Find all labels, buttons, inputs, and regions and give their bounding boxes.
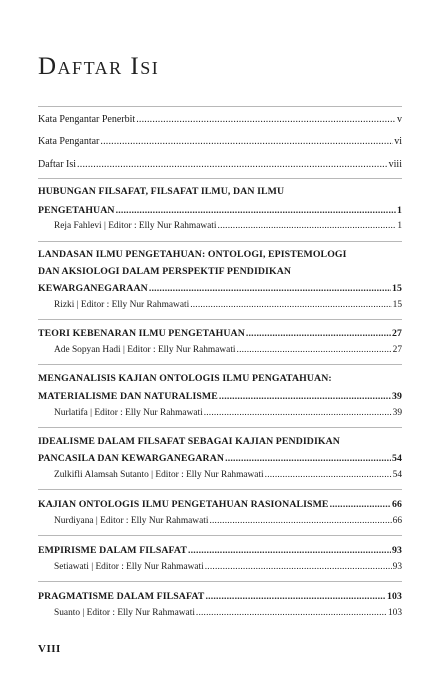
toc-entry-label: Kata Pengantar	[38, 136, 100, 147]
dot-leader	[149, 283, 391, 295]
author-page: 15	[392, 300, 402, 310]
chapter-title-line: LANDASAN ILMU PENGETAHUAN: ONTOLOGI, EPISTEMOLOGI	[38, 249, 347, 260]
chapter-title-line: PRAGMATISME DALAM FILSAFAT	[38, 591, 205, 602]
chapter-page: 39	[392, 391, 402, 402]
chapter-title-line: HUBUNGAN FILSAFAT, FILSAFAT ILMU, DAN ILMU	[38, 186, 285, 197]
author-page: 93	[392, 562, 402, 572]
chapter-page: 27	[392, 328, 402, 339]
chapter-title-line: PANCASILA DAN KEWARGANEGARAN	[38, 453, 225, 464]
chapter-title-line: TEORI KEBENARAN ILMU PENGETAHUAN	[38, 328, 245, 339]
chapter-title-line: EMPIRISME DALAM FILSAFAT	[38, 545, 187, 556]
toc-author-1[interactable]	[54, 220, 402, 232]
dot-leader	[209, 515, 391, 527]
toc-entry-page: viii	[388, 159, 402, 170]
toc-chapter-2[interactable]	[38, 283, 402, 295]
toc-entry-page: v	[397, 114, 402, 125]
toc-chapter-3[interactable]	[38, 328, 402, 340]
dot-leader	[188, 545, 391, 557]
chapter-title-line: MATERIALISME DAN NATURALISME	[38, 391, 218, 402]
divider	[38, 427, 402, 428]
dot-leader	[237, 344, 392, 356]
dot-leader	[219, 391, 391, 403]
chapter-page: 15	[392, 283, 402, 294]
page-title: Daftar Isi	[38, 52, 160, 80]
chapter-page: 93	[392, 545, 402, 556]
author-page: 27	[392, 345, 402, 355]
author-credit: Suanto | Editor : Elly Nur Rahmawati	[54, 608, 195, 618]
divider	[38, 319, 402, 320]
author-credit: Zulkifli Alamsah Sutanto | Editor : Elly Nur Rahmawati	[54, 470, 264, 480]
dot-leader	[225, 453, 391, 465]
toc-chapter-6[interactable]	[38, 499, 402, 511]
dot-leader	[196, 607, 387, 619]
toc-entry-kata-pengantar[interactable]	[38, 136, 402, 148]
author-page: 103	[387, 608, 402, 618]
divider	[38, 581, 402, 582]
author-credit: Nurlatifa | Editor : Elly Nur Rahmawati	[54, 408, 203, 418]
divider	[38, 241, 402, 242]
toc-chapter-4[interactable]	[38, 391, 402, 403]
dot-leader	[190, 299, 391, 311]
divider	[38, 178, 402, 179]
dot-leader	[136, 114, 396, 126]
page-number: VIII	[38, 643, 61, 655]
divider	[38, 535, 402, 536]
author-credit: Reja Fahlevi | Editor : Elly Nur Rahmawati	[54, 221, 217, 231]
chapter-page: 66	[392, 499, 402, 510]
divider	[38, 106, 402, 107]
toc-author-3[interactable]	[54, 344, 402, 356]
author-credit: Ade Sopyan Hadi | Editor : Elly Nur Rahmawati	[54, 345, 236, 355]
chapter-title-line: KAJIAN ONTOLOGIS ILMU PENGETAHUAN RASIONALISME	[38, 499, 329, 510]
author-credit: Nurdiyana | Editor : Elly Nur Rahmawati	[54, 516, 209, 526]
toc-entry-kata-pengantar-penerbit[interactable]	[38, 114, 402, 126]
dot-leader	[205, 591, 386, 603]
dot-leader	[265, 469, 392, 481]
toc-author-8[interactable]	[54, 607, 402, 619]
toc-chapter-5[interactable]	[38, 453, 402, 465]
dot-leader	[205, 561, 392, 573]
toc-author-7[interactable]	[54, 561, 402, 573]
toc-entry-label: Daftar Isi	[38, 159, 77, 170]
dot-leader	[116, 205, 396, 217]
dot-leader	[330, 499, 391, 511]
toc-chapter-1[interactable]	[38, 205, 402, 217]
toc-author-4[interactable]	[54, 407, 402, 419]
toc-chapter-7[interactable]	[38, 545, 402, 557]
author-page: 54	[392, 470, 402, 480]
author-page: 39	[392, 408, 402, 418]
dot-leader	[218, 220, 397, 232]
toc-entry-daftar-isi[interactable]	[38, 159, 402, 171]
dot-leader	[204, 407, 392, 419]
toc-chapter-8[interactable]	[38, 591, 402, 603]
chapter-title-line: PENGETAHUAN	[38, 205, 115, 216]
chapter-page: 54	[392, 453, 402, 464]
toc-entry-label: Kata Pengantar Penerbit	[38, 114, 136, 125]
author-page: 1	[397, 221, 402, 231]
dot-leader	[77, 159, 388, 171]
author-credit: Setiawati | Editor : Elly Nur Rahmawati	[54, 562, 204, 572]
chapter-title-line: IDEALISME DALAM FILSAFAT SEBAGAI KAJIAN PENDIDIKAN	[38, 436, 340, 447]
toc-author-5[interactable]	[54, 469, 402, 481]
chapter-title-line: DAN AKSIOLOGI DALAM PERSPEKTIF PENDIDIKAN	[38, 266, 292, 277]
chapter-title-line: MENGANALISIS KAJIAN ONTOLOGIS ILMU PENGATAHUAN:	[38, 373, 332, 384]
toc-entry-page: vi	[394, 136, 402, 147]
author-credit: Rizki | Editor : Elly Nur Rahmawati	[54, 300, 190, 310]
chapter-title-line: KEWARGANEGARAAN	[38, 283, 148, 294]
toc-author-6[interactable]	[54, 515, 402, 527]
dot-leader	[246, 328, 391, 340]
chapter-page: 1	[397, 205, 402, 216]
divider	[38, 489, 402, 490]
chapter-page: 103	[387, 591, 402, 602]
author-page: 66	[392, 516, 402, 526]
divider	[38, 364, 402, 365]
dot-leader	[100, 136, 393, 148]
toc-author-2[interactable]	[54, 299, 402, 311]
